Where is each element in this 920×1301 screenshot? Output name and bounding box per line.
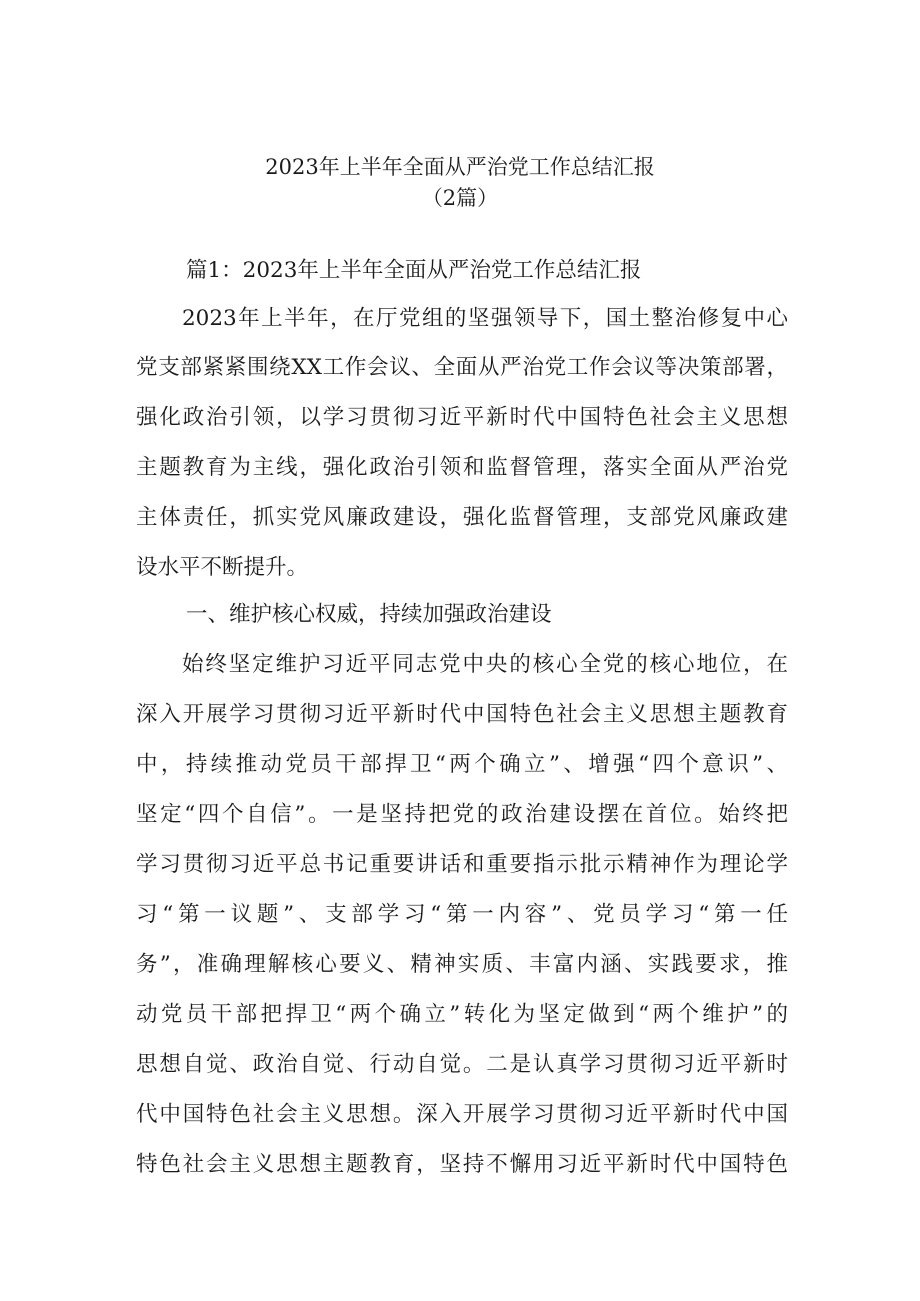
paragraph-line: 始终坚定维护习近平同志党中央的核心全党的核心地位，在	[182, 652, 788, 677]
paragraph-line: 设水平不断提升。	[136, 555, 309, 580]
paragraph-line: 强化政治引领，以学习贯彻习近平新时代中国特色社会主义思想	[136, 405, 788, 430]
paragraph-line: 思想自觉、政治自觉、行动自觉。二是认真学习贯彻习近平新时	[136, 1052, 788, 1077]
paragraph-line: 党支部紧紧围绕XX工作会议、全面从严治党工作会议等决策部署，	[136, 355, 788, 380]
document-subtitle: （2篇）	[421, 186, 499, 210]
paragraph-line: 主题教育为主线，强化政治引领和监督管理，落实全面从严治党	[136, 455, 788, 480]
paragraph-line: 2023年上半年，在厅党组的坚强领导下，国土整治修复中心	[182, 306, 788, 331]
paragraph-line: 习“第一议题”、支部学习“第一内容”、党员学习“第一任	[136, 902, 788, 927]
paragraph-line: 特色社会主义思想主题教育，坚持不懈用习近平新时代中国特色	[136, 1152, 788, 1177]
paragraph-line: 主体责任，抓实党风廉政建设，强化监督管理，支部党风廉政建	[136, 505, 788, 530]
paragraph-line: 务”，准确理解核心要义、精神实质、丰富内涵、实践要求，推	[136, 952, 788, 977]
paragraph-line: 深入开展学习贯彻习近平新时代中国特色社会主义思想主题教育	[136, 702, 788, 727]
document-title: 2023年上半年全面从严治党工作总结汇报	[265, 155, 655, 179]
paragraph-line: 中，持续推动党员干部捍卫“两个确立”、增强“四个意识”、	[136, 752, 788, 777]
section-title: 篇1：2023年上半年全面从严治党工作总结汇报	[186, 258, 642, 283]
section-heading: 一、维护核心权威，持续加强政治建设	[186, 602, 552, 627]
paragraph-line: 代中国特色社会主义思想。深入开展学习贯彻习近平新时代中国	[136, 1102, 788, 1127]
paragraph-line: 坚定“四个自信”。一是坚持把党的政治建设摆在首位。始终把	[136, 802, 788, 827]
paragraph-line: 学习贯彻习近平总书记重要讲话和重要指示批示精神作为理论学	[136, 852, 788, 877]
paragraph-line: 动党员干部把捍卫“两个确立”转化为坚定做到“两个维护”的	[136, 1002, 788, 1027]
